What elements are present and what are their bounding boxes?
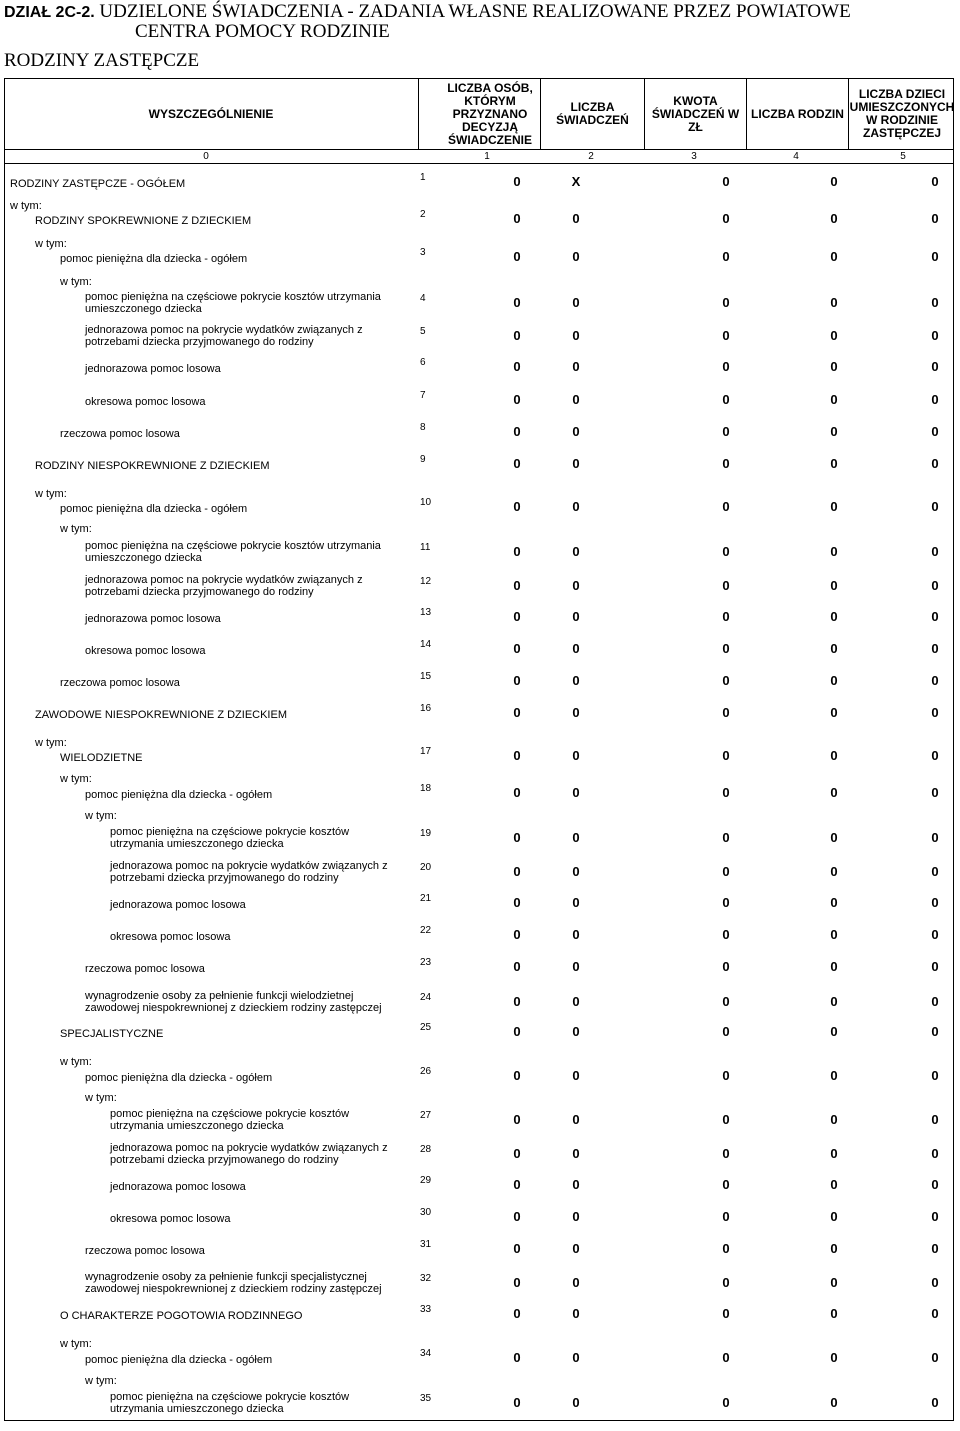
row-value-col-2: 0: [572, 249, 580, 264]
row-value-col-4: 0: [830, 1350, 838, 1365]
row-number: 30: [420, 1207, 432, 1218]
row-value-col-1: 0: [513, 1306, 521, 1321]
row-value-col-3: 0: [722, 1024, 730, 1039]
row-label: wynagrodzenie osoby za pełnienie funkcji specjalistycznej zawodowej niespokrewnionej z dzieckiem rodziny zastępczej: [85, 1271, 382, 1295]
w-tym-label: w tym:: [60, 523, 92, 535]
row-value-col-1: 0: [513, 641, 521, 656]
row-number: 29: [420, 1175, 432, 1186]
row-value-col-4: 0: [830, 456, 838, 471]
row-value-col-3: 0: [722, 785, 730, 800]
column-header-3: KWOTA ŚWIADCZEŃ W ZŁ: [651, 93, 740, 134]
w-tym-label: w tym:: [10, 200, 42, 212]
row-value-col-2: 0: [572, 609, 580, 624]
row-value-col-3: 0: [722, 1112, 730, 1127]
row-value-col-3: 0: [722, 499, 730, 514]
row-value-col-2: 0: [572, 641, 580, 656]
w-tym-label: w tym:: [85, 1375, 117, 1387]
column-header-1: LICZBA OSÓB, KTÓRYM PRZYZNANO DECYZJĄ ŚWIADCZENIE: [447, 80, 533, 147]
row-label: ZAWODOWE NIESPOKREWNIONE Z DZIECKIEM: [35, 709, 287, 721]
row-number: 31: [420, 1239, 432, 1250]
row-value-col-4: 0: [830, 1024, 838, 1039]
row-value-col-5: 0: [931, 211, 939, 226]
w-tym-label: w tym:: [85, 1092, 117, 1104]
row-value-col-3: 0: [722, 1209, 730, 1224]
row-value-col-3: 0: [722, 927, 730, 942]
row-value-col-3: 0: [722, 1306, 730, 1321]
row-number: 11: [420, 542, 431, 553]
header-divider: [4, 149, 954, 150]
row-value-col-4: 0: [830, 1209, 838, 1224]
row-label: jednorazowa pomoc na pokrycie wydatków związanych z potrzebami dziecka przyjmowanego do rodziny: [110, 1142, 388, 1166]
row-label: pomoc pieniężna na częściowe pokrycie kosztów utrzymania umieszczonego dziecka: [85, 291, 381, 315]
row-value-col-1: 0: [513, 673, 521, 688]
row-value-col-2: 0: [572, 544, 580, 559]
row-label: pomoc pieniężna na częściowe pokrycie kosztów utrzymania umieszczonego dziecka: [110, 826, 350, 850]
row-value-col-4: 0: [830, 544, 838, 559]
row-label: jednorazowa pomoc na pokrycie wydatków związanych z potrzebami dziecka przyjmowanego do rodziny: [85, 574, 363, 598]
row-label: pomoc pieniężna na częściowe pokrycie kosztów utrzymania umieszczonego dziecka: [110, 1108, 350, 1132]
row-value-col-2: 0: [572, 392, 580, 407]
row-label: pomoc pieniężna dla dziecka - ogółem: [60, 253, 248, 265]
row-value-col-3: 0: [722, 295, 730, 310]
row-number: 17: [420, 746, 432, 757]
row-number: 21: [420, 893, 432, 904]
row-label: RODZINY ZASTĘPCZE - OGÓŁEM: [10, 178, 186, 190]
section-title: [4, 2, 851, 23]
row-value-col-1: 0: [513, 578, 521, 593]
row-value-col-4: 0: [830, 1241, 838, 1256]
row-value-col-5: 0: [931, 424, 939, 439]
row-value-col-1: 0: [513, 1241, 521, 1256]
row-value-col-2: 0: [572, 1068, 580, 1083]
row-value-col-3: 0: [722, 1146, 730, 1161]
row-value-col-3: 0: [722, 959, 730, 974]
w-tym-label: w tym:: [60, 773, 92, 785]
row-value-col-5: 0: [931, 544, 939, 559]
row-value-col-2: 0: [572, 499, 580, 514]
row-value-col-1: 0: [513, 328, 521, 343]
row-number: 10: [420, 497, 432, 508]
column-number-divider: [4, 163, 954, 164]
w-tym-label: w tym:: [60, 276, 92, 288]
row-value-col-4: 0: [830, 424, 838, 439]
row-value-col-2: 0: [572, 295, 580, 310]
row-number: 9: [420, 454, 426, 465]
row-value-col-1: 0: [513, 895, 521, 910]
row-value-col-5: 0: [931, 1177, 939, 1192]
row-value-col-4: 0: [830, 578, 838, 593]
row-label: pomoc pieniężna dla dziecka - ogółem: [85, 789, 273, 801]
row-label: jednorazowa pomoc na pokrycie wydatków związanych z potrzebami dziecka przyjmowanego do rodziny: [110, 860, 388, 884]
row-value-col-1: 0: [513, 456, 521, 471]
row-value-col-4: 0: [830, 1395, 838, 1410]
row-value-col-1: 0: [513, 994, 521, 1009]
row-value-col-2: 0: [572, 1024, 580, 1039]
row-label: jednorazowa pomoc losowa: [110, 899, 246, 911]
row-number: 1: [420, 172, 426, 183]
row-number: 20: [420, 862, 432, 873]
row-value-col-5: 0: [931, 295, 939, 310]
row-value-col-4: 0: [830, 1177, 838, 1192]
row-label: okresowa pomoc losowa: [85, 396, 206, 408]
row-value-col-2: 0: [572, 578, 580, 593]
row-number: 7: [420, 390, 426, 401]
row-number: 34: [420, 1348, 432, 1359]
row-value-col-1: 0: [513, 1275, 521, 1290]
row-value-col-2: X: [571, 174, 581, 189]
row-value-col-2: 0: [572, 1146, 580, 1161]
row-label: pomoc pieniężna dla dziecka - ogółem: [85, 1354, 273, 1366]
row-label: WIELODZIETNE: [60, 752, 143, 764]
row-label: SPECJALISTYCZNE: [60, 1028, 164, 1040]
row-value-col-3: 0: [722, 895, 730, 910]
row-value-col-1: 0: [513, 609, 521, 624]
row-number: 33: [420, 1304, 432, 1315]
row-value-col-2: 0: [572, 1241, 580, 1256]
row-label: jednorazowa pomoc losowa: [110, 1181, 246, 1193]
row-number: 24: [420, 992, 432, 1003]
row-value-col-1: 0: [513, 211, 521, 226]
row-label: jednorazowa pomoc na pokrycie wydatków związanych z potrzebami dziecka przyjmowanego do rodziny: [85, 324, 363, 348]
row-label: pomoc pieniężna na częściowe pokrycie kosztów utrzymania umieszczonego dziecka: [110, 1391, 350, 1415]
column-divider: [540, 78, 541, 150]
row-value-col-4: 0: [830, 1112, 838, 1127]
row-value-col-3: 0: [722, 328, 730, 343]
row-value-col-3: 0: [722, 830, 730, 845]
row-number: 15: [420, 671, 432, 682]
row-value-col-5: 0: [931, 994, 939, 1009]
column-divider: [418, 78, 419, 150]
row-value-col-3: 0: [722, 748, 730, 763]
row-label: rzeczowa pomoc losowa: [85, 963, 205, 975]
row-value-col-1: 0: [513, 1350, 521, 1365]
row-value-col-2: 0: [572, 1275, 580, 1290]
row-value-col-2: 0: [572, 359, 580, 374]
row-value-col-1: 0: [513, 392, 521, 407]
row-value-col-4: 0: [830, 295, 838, 310]
row-value-col-1: 0: [513, 544, 521, 559]
row-value-col-3: 0: [722, 1068, 730, 1083]
row-value-col-4: 0: [830, 927, 838, 942]
row-value-col-2: 0: [572, 1112, 580, 1127]
w-tym-label: w tym:: [60, 1056, 92, 1068]
row-value-col-5: 0: [931, 1306, 939, 1321]
row-value-col-2: 0: [572, 959, 580, 974]
row-value-col-1: 0: [513, 249, 521, 264]
row-value-col-5: 0: [931, 174, 939, 189]
row-value-col-1: 0: [513, 1146, 521, 1161]
row-value-col-4: 0: [830, 1068, 838, 1083]
row-number: 4: [420, 293, 426, 304]
row-number: 27: [420, 1110, 432, 1121]
row-value-col-5: 0: [931, 392, 939, 407]
row-value-col-3: 0: [722, 609, 730, 624]
row-value-col-4: 0: [830, 249, 838, 264]
row-value-col-3: 0: [722, 864, 730, 879]
row-value-col-1: 0: [513, 927, 521, 942]
row-value-col-4: 0: [830, 328, 838, 343]
row-value-col-2: 0: [572, 785, 580, 800]
row-label: okresowa pomoc losowa: [110, 1213, 231, 1225]
row-label: pomoc pieniężna dla dziecka - ogółem: [85, 1072, 273, 1084]
w-tym-label: w tym:: [35, 238, 67, 250]
row-value-col-2: 0: [572, 705, 580, 720]
row-value-col-2: 0: [572, 895, 580, 910]
row-value-col-1: 0: [513, 424, 521, 439]
row-value-col-1: 0: [513, 705, 521, 720]
row-value-col-3: 0: [722, 211, 730, 226]
row-number: 2: [420, 209, 426, 220]
row-value-col-3: 0: [722, 705, 730, 720]
title-line-2: CENTRA POMOCY RODZINIE: [135, 21, 390, 42]
column-number-5: 5: [900, 151, 906, 162]
row-number: 14: [420, 639, 432, 650]
row-value-col-1: 0: [513, 1177, 521, 1192]
row-label: okresowa pomoc losowa: [85, 645, 206, 657]
row-value-col-3: 0: [722, 673, 730, 688]
row-value-col-5: 0: [931, 641, 939, 656]
row-value-col-1: 0: [513, 359, 521, 374]
row-number: 28: [420, 1144, 432, 1155]
row-number: 23: [420, 957, 432, 968]
row-value-col-5: 0: [931, 1209, 939, 1224]
column-number-0: 0: [203, 151, 209, 162]
row-value-col-5: 0: [931, 1024, 939, 1039]
row-value-col-5: 0: [931, 830, 939, 845]
w-tym-label: w tym:: [60, 1338, 92, 1350]
column-header-0: WYSZCZEGÓLNIENIE: [148, 106, 274, 121]
row-value-col-3: 0: [722, 174, 730, 189]
row-value-col-5: 0: [931, 249, 939, 264]
row-value-col-3: 0: [722, 1241, 730, 1256]
row-value-col-2: 0: [572, 1350, 580, 1365]
row-value-col-2: 0: [572, 1395, 580, 1410]
row-number: 16: [420, 703, 432, 714]
row-value-col-1: 0: [513, 864, 521, 879]
row-value-col-2: 0: [572, 864, 580, 879]
row-label: pomoc pieniężna na częściowe pokrycie kosztów utrzymania umieszczonego dziecka: [85, 540, 381, 564]
row-value-col-2: 0: [572, 456, 580, 471]
row-value-col-1: 0: [513, 1024, 521, 1039]
column-number-2: 2: [588, 151, 594, 162]
row-value-col-5: 0: [931, 673, 939, 688]
row-value-col-5: 0: [931, 785, 939, 800]
w-tym-label: w tym:: [35, 737, 67, 749]
row-number: 32: [420, 1273, 432, 1284]
row-value-col-3: 0: [722, 1350, 730, 1365]
row-number: 19: [420, 828, 432, 839]
row-value-col-2: 0: [572, 927, 580, 942]
row-value-col-4: 0: [830, 211, 838, 226]
column-header-4: LICZBA RODZIN: [751, 106, 844, 121]
row-label: O CHARAKTERZE POGOTOWIA RODZINNEGO: [60, 1310, 303, 1322]
row-value-col-4: 0: [830, 864, 838, 879]
row-label: pomoc pieniężna dla dziecka - ogółem: [60, 503, 248, 515]
row-value-col-2: 0: [572, 1209, 580, 1224]
row-value-col-3: 0: [722, 578, 730, 593]
row-value-col-1: 0: [513, 295, 521, 310]
row-number: 13: [420, 607, 432, 618]
column-divider: [746, 78, 747, 150]
row-value-col-5: 0: [931, 864, 939, 879]
row-value-col-1: 0: [513, 959, 521, 974]
row-value-col-5: 0: [931, 1068, 939, 1083]
column-header-5: LICZBA DZIECI UMIESZCZONYCH W RODZINIE ZASTĘPCZEJ: [849, 87, 955, 140]
row-number: 22: [420, 925, 432, 936]
row-number: 5: [420, 326, 426, 337]
row-label: RODZINY NIESPOKREWNIONE Z DZIECKIEM: [35, 460, 270, 472]
row-value-col-1: 0: [513, 748, 521, 763]
row-value-col-3: 0: [722, 1395, 730, 1410]
row-value-col-1: 0: [513, 1209, 521, 1224]
row-value-col-3: 0: [722, 359, 730, 374]
row-value-col-3: 0: [722, 1177, 730, 1192]
column-number-4: 4: [793, 151, 799, 162]
row-value-col-3: 0: [722, 994, 730, 1009]
row-value-col-2: 0: [572, 748, 580, 763]
row-value-col-5: 0: [931, 1241, 939, 1256]
subtitle: RODZINY ZASTĘPCZE: [4, 50, 200, 71]
row-number: 26: [420, 1066, 432, 1077]
row-value-col-4: 0: [830, 1146, 838, 1161]
row-value-col-5: 0: [931, 895, 939, 910]
row-value-col-1: 0: [513, 785, 521, 800]
row-number: 8: [420, 422, 426, 433]
row-value-col-3: 0: [722, 544, 730, 559]
row-value-col-4: 0: [830, 174, 838, 189]
row-value-col-5: 0: [931, 1395, 939, 1410]
row-value-col-5: 0: [931, 578, 939, 593]
row-value-col-4: 0: [830, 705, 838, 720]
row-value-col-3: 0: [722, 249, 730, 264]
row-value-col-3: 0: [722, 456, 730, 471]
row-label: jednorazowa pomoc losowa: [85, 363, 221, 375]
row-value-col-1: 0: [513, 499, 521, 514]
section-number: DZIAŁ 2C-2.: [4, 4, 95, 21]
row-value-col-3: 0: [722, 392, 730, 407]
column-number-3: 3: [691, 151, 697, 162]
row-value-col-2: 0: [572, 211, 580, 226]
row-value-col-4: 0: [830, 785, 838, 800]
row-value-col-5: 0: [931, 1275, 939, 1290]
row-value-col-5: 0: [931, 927, 939, 942]
row-value-col-4: 0: [830, 895, 838, 910]
row-value-col-2: 0: [572, 424, 580, 439]
row-value-col-5: 0: [931, 959, 939, 974]
row-value-col-5: 0: [931, 499, 939, 514]
row-label: wynagrodzenie osoby za pełnienie funkcji wielodzietnej zawodowej niespokrewnionej z dzieckiem rodziny zastępczej: [85, 990, 382, 1014]
row-value-col-3: 0: [722, 641, 730, 656]
row-value-col-3: 0: [722, 1275, 730, 1290]
row-value-col-1: 0: [513, 1068, 521, 1083]
w-tym-label: w tym:: [85, 810, 117, 822]
row-value-col-4: 0: [830, 499, 838, 514]
row-value-col-5: 0: [931, 609, 939, 624]
row-value-col-4: 0: [830, 359, 838, 374]
row-value-col-2: 0: [572, 830, 580, 845]
title-line-1: UDZIELONE ŚWIADCZENIA - ZADANIA WŁASNE REALIZOWANE PRZEZ POWIATOWE: [99, 1, 851, 22]
row-label: RODZINY SPOKREWNIONE Z DZIECKIEM: [35, 215, 252, 227]
column-header-2: LICZBA ŚWIADCZEŃ: [556, 100, 629, 127]
row-label: okresowa pomoc losowa: [110, 931, 231, 943]
row-value-col-2: 0: [572, 1306, 580, 1321]
w-tym-label: w tym:: [35, 488, 67, 500]
row-value-col-4: 0: [830, 609, 838, 624]
row-label: rzeczowa pomoc losowa: [60, 428, 180, 440]
row-value-col-1: 0: [513, 1395, 521, 1410]
row-value-col-2: 0: [572, 994, 580, 1009]
row-value-col-4: 0: [830, 641, 838, 656]
row-number: 18: [420, 783, 432, 794]
row-number: 25: [420, 1022, 432, 1033]
row-value-col-5: 0: [931, 705, 939, 720]
row-value-col-5: 0: [931, 1112, 939, 1127]
row-number: 35: [420, 1393, 432, 1404]
row-value-col-5: 0: [931, 1350, 939, 1365]
row-value-col-5: 0: [931, 1146, 939, 1161]
row-value-col-2: 0: [572, 673, 580, 688]
row-value-col-1: 0: [513, 830, 521, 845]
row-value-col-5: 0: [931, 328, 939, 343]
row-number: 6: [420, 357, 426, 368]
row-value-col-1: 0: [513, 1112, 521, 1127]
row-value-col-4: 0: [830, 994, 838, 1009]
row-value-col-4: 0: [830, 1306, 838, 1321]
row-value-col-4: 0: [830, 673, 838, 688]
column-divider: [644, 78, 645, 150]
row-number: 3: [420, 247, 426, 258]
row-value-col-4: 0: [830, 830, 838, 845]
row-number: 12: [420, 576, 432, 587]
row-value-col-5: 0: [931, 748, 939, 763]
row-value-col-4: 0: [830, 392, 838, 407]
column-number-1: 1: [484, 151, 490, 162]
row-value-col-2: 0: [572, 328, 580, 343]
row-value-col-4: 0: [830, 959, 838, 974]
row-value-col-4: 0: [830, 1275, 838, 1290]
row-value-col-5: 0: [931, 456, 939, 471]
row-value-col-2: 0: [572, 1177, 580, 1192]
row-label: rzeczowa pomoc losowa: [60, 677, 180, 689]
row-value-col-4: 0: [830, 748, 838, 763]
row-label: rzeczowa pomoc losowa: [85, 1245, 205, 1257]
row-value-col-1: 0: [513, 174, 521, 189]
row-label: jednorazowa pomoc losowa: [85, 613, 221, 625]
row-value-col-3: 0: [722, 424, 730, 439]
row-value-col-5: 0: [931, 359, 939, 374]
